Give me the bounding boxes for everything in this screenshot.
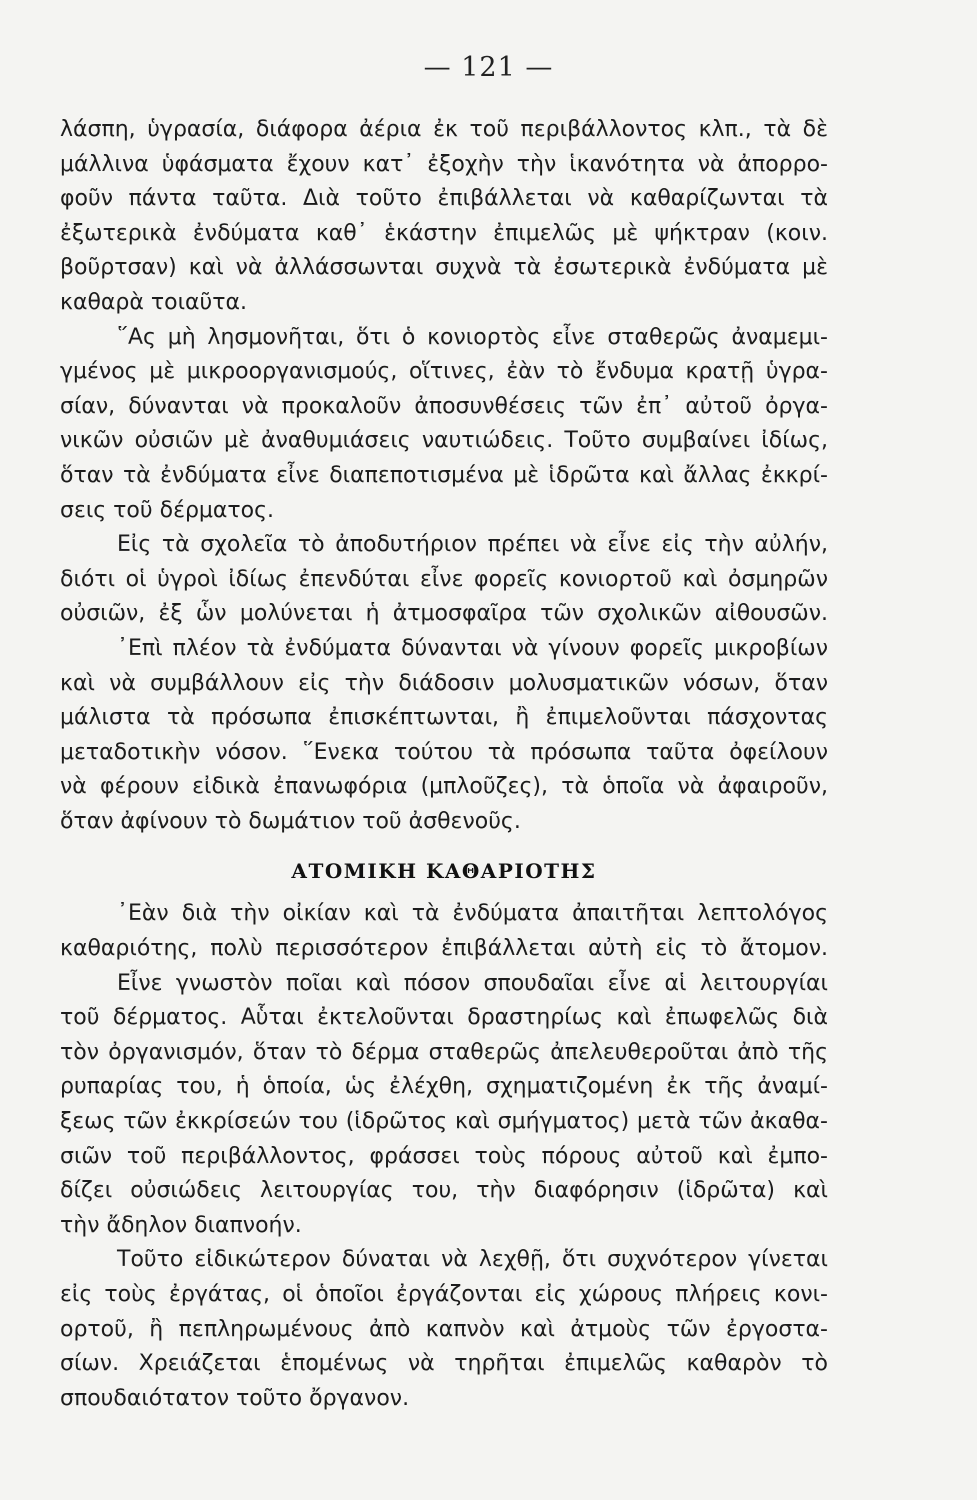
text-line: μάλιστα τὰ πρόσωπα ἐπισκέπτωνται, ἢ ἐπιμελοῦνται πάσχοντας — [60, 705, 828, 731]
page-number: — 121 — — [423, 52, 554, 83]
paragraph — [60, 897, 828, 966]
text-line: τοῦ δέρματος. Αὗται ἐκτελοῦνται δραστηρίως καὶ ἐπωφελῶς διὰ — [60, 1005, 828, 1031]
text-line: διότι οἱ ὑγροὶ ἰδίως ἐπενδύται εἶνε φορεῖς κονιορτοῦ καὶ ὀσμηρῶν — [60, 566, 828, 592]
body-text — [60, 113, 828, 1416]
text-line: νικῶν οὐσιῶν μὲ ἀναθυμιάσεις ναυτιώδεις. Τοῦτο συμβαίνει ἰδίως, — [60, 428, 828, 454]
text-line: ᾽Εὰν διὰ τὴν οἰκίαν καὶ τὰ ἐνδύματα ἀπαιτῆται λεπτολόγος — [117, 901, 828, 927]
text-line: ρυπαρίας του, ἡ ὁποία, ὡς ἐλέχθη, σχηματιζομένη ἐκ τῆς ἀναμί- — [60, 1074, 828, 1100]
text-line: ὅταν τὰ ἐνδύματα εἶνε διαπεποτισμένα μὲ ἱδρῶτα καὶ ἄλλας ἐκκρί- — [60, 462, 828, 488]
text-line: γμένος μὲ μικροοργανισμούς, οἵτινες, ἐὰν τὸ ἔνδυμα κρατῇ ὑγρα- — [60, 359, 828, 385]
text-line: λάσπη, ὑγρασία, διάφορα ἀέρια ἐκ τοῦ περιβάλλοντος κλπ., τὰ δὲ — [60, 117, 828, 142]
section-heading: ΑΤΟΜΙΚΗ ΚΑΘΑΡΙΟΤΗΣ — [291, 859, 597, 884]
paragraph — [60, 967, 828, 1244]
text-line: οὐσιῶν, ἐξ ὧν μολύνεται ἡ ἀτμοσφαῖρα τῶν σχολικῶν αἰθουσῶν. — [60, 601, 828, 627]
text-line: σίαν, δύνανται νὰ προκαλοῦν ἀποσυνθέσεις τῶν ἐπ᾽ αὐτοῦ ὀργα- — [60, 393, 828, 419]
text-line: νὰ φέρουν εἰδικὰ ἐπανωφόρια (μπλοῦζες), τὰ ὁποῖα νὰ ἀφαιροῦν, — [60, 774, 828, 800]
text-line: ὅταν ἀφίνουν τὸ δωμάτιον τοῦ ἀσθενοῦς. — [60, 808, 521, 834]
text-line: ἐξωτερικὰ ἐνδύματα καθ᾽ ἑκάστην ἐπιμελῶς μὲ ψήκτραν (κοιν. — [60, 220, 828, 246]
paragraph — [60, 632, 828, 840]
text-line: ορτοῦ, ἢ πεπληρωμένους ἀπὸ καπνὸν καὶ ἀτμοὺς τῶν ἐργοστα- — [60, 1316, 828, 1342]
paragraph — [60, 321, 828, 529]
text-line: Εἶνε γνωστὸν ποῖαι καὶ πόσον σπουδαῖαι εἶνε αἱ λειτουργίαι — [117, 970, 828, 996]
text-line: Τοῦτο εἰδικώτερον δύναται νὰ λεχθῇ, ὅτι συχνότερον γίνεται — [117, 1247, 828, 1273]
paragraph — [60, 528, 828, 632]
text-line: σεις τοῦ δέρματος. — [60, 497, 275, 523]
text-line: Εἰς τὰ σχολεῖα τὸ ἀποδυτήριον πρέπει νὰ εἶνε εἰς τὴν αὐλήν, — [117, 532, 828, 558]
text-line: καθαρὰ τοιαῦτα. — [60, 289, 248, 315]
text-line: καθαριότης, πολὺ περισσότερον ἐπιβάλλεται αὐτὴ εἰς τὸ ἄτομον. — [60, 936, 828, 962]
text-line: ῞Ας μὴ λησμονῆται, ὅτι ὁ κονιορτὸς εἶνε σταθερῶς ἀναμεμι- — [117, 324, 828, 350]
text-line: τὸν ὀργανισμόν, ὅταν τὸ δέρμα σταθερῶς ἀπελευθεροῦται ἀπὸ τῆς — [60, 1039, 828, 1065]
text-line: βοῦρτσαν) καὶ νὰ ἀλλάσσωνται συχνὰ τὰ ἐσωτερικὰ ἐνδύματα μὲ — [60, 255, 828, 281]
text-line: εἰς τοὺς ἐργάτας, οἱ ὁποῖοι ἐργάζονται εἰς χώρους πλήρεις κονι- — [60, 1282, 828, 1307]
paragraph — [60, 113, 828, 321]
paragraph — [60, 1243, 828, 1416]
text-line: μάλλινα ὑφάσματα ἔχουν κατ᾽ ἐξοχὴν τὴν ἱκανότητα νὰ ἀπορρο- — [60, 151, 828, 177]
text-line: ξεως τῶν ἐκκρίσεών του (ἱδρῶτος καὶ σμήγματος) μετὰ τῶν ἀκαθα- — [60, 1109, 828, 1135]
text-line: σπουδαιότατον τοῦτο ὄργανον. — [60, 1385, 410, 1411]
text-line: φοῦν πάντα ταῦτα. Διὰ τοῦτο ἐπιβάλλεται νὰ καθαρίζωνται τὰ — [60, 186, 828, 212]
text-line: σιῶν τοῦ περιβάλλοντος, φράσσει τοὺς πόρους αὐτοῦ καὶ ἐμπο- — [60, 1143, 828, 1169]
text-line: καὶ νὰ συμβάλλουν εἰς τὴν διάδοσιν μολυσματικῶν νόσων, ὅταν — [60, 670, 828, 696]
text-line: δίζει οὐσιώδεις λειτουργίας του, τὴν διαφόρησιν (ἱδρῶτα) καὶ — [60, 1178, 828, 1204]
text-line: σίων. Χρειάζεται ἑπομένως νὰ τηρῆται ἐπιμελῶς καθαρὸν τὸ — [60, 1351, 828, 1377]
text-line: τὴν ἄδηλον διαπνοήν. — [60, 1212, 302, 1238]
text-line: μεταδοτικὴν νόσον. ῞Ενεκα τούτου τὰ πρόσωπα ταῦτα ὀφείλουν — [60, 739, 828, 765]
text-line: ᾽Επὶ πλέον τὰ ἐνδύματα δύνανται νὰ γίνουν φορεῖς μικροβίων — [117, 635, 828, 661]
